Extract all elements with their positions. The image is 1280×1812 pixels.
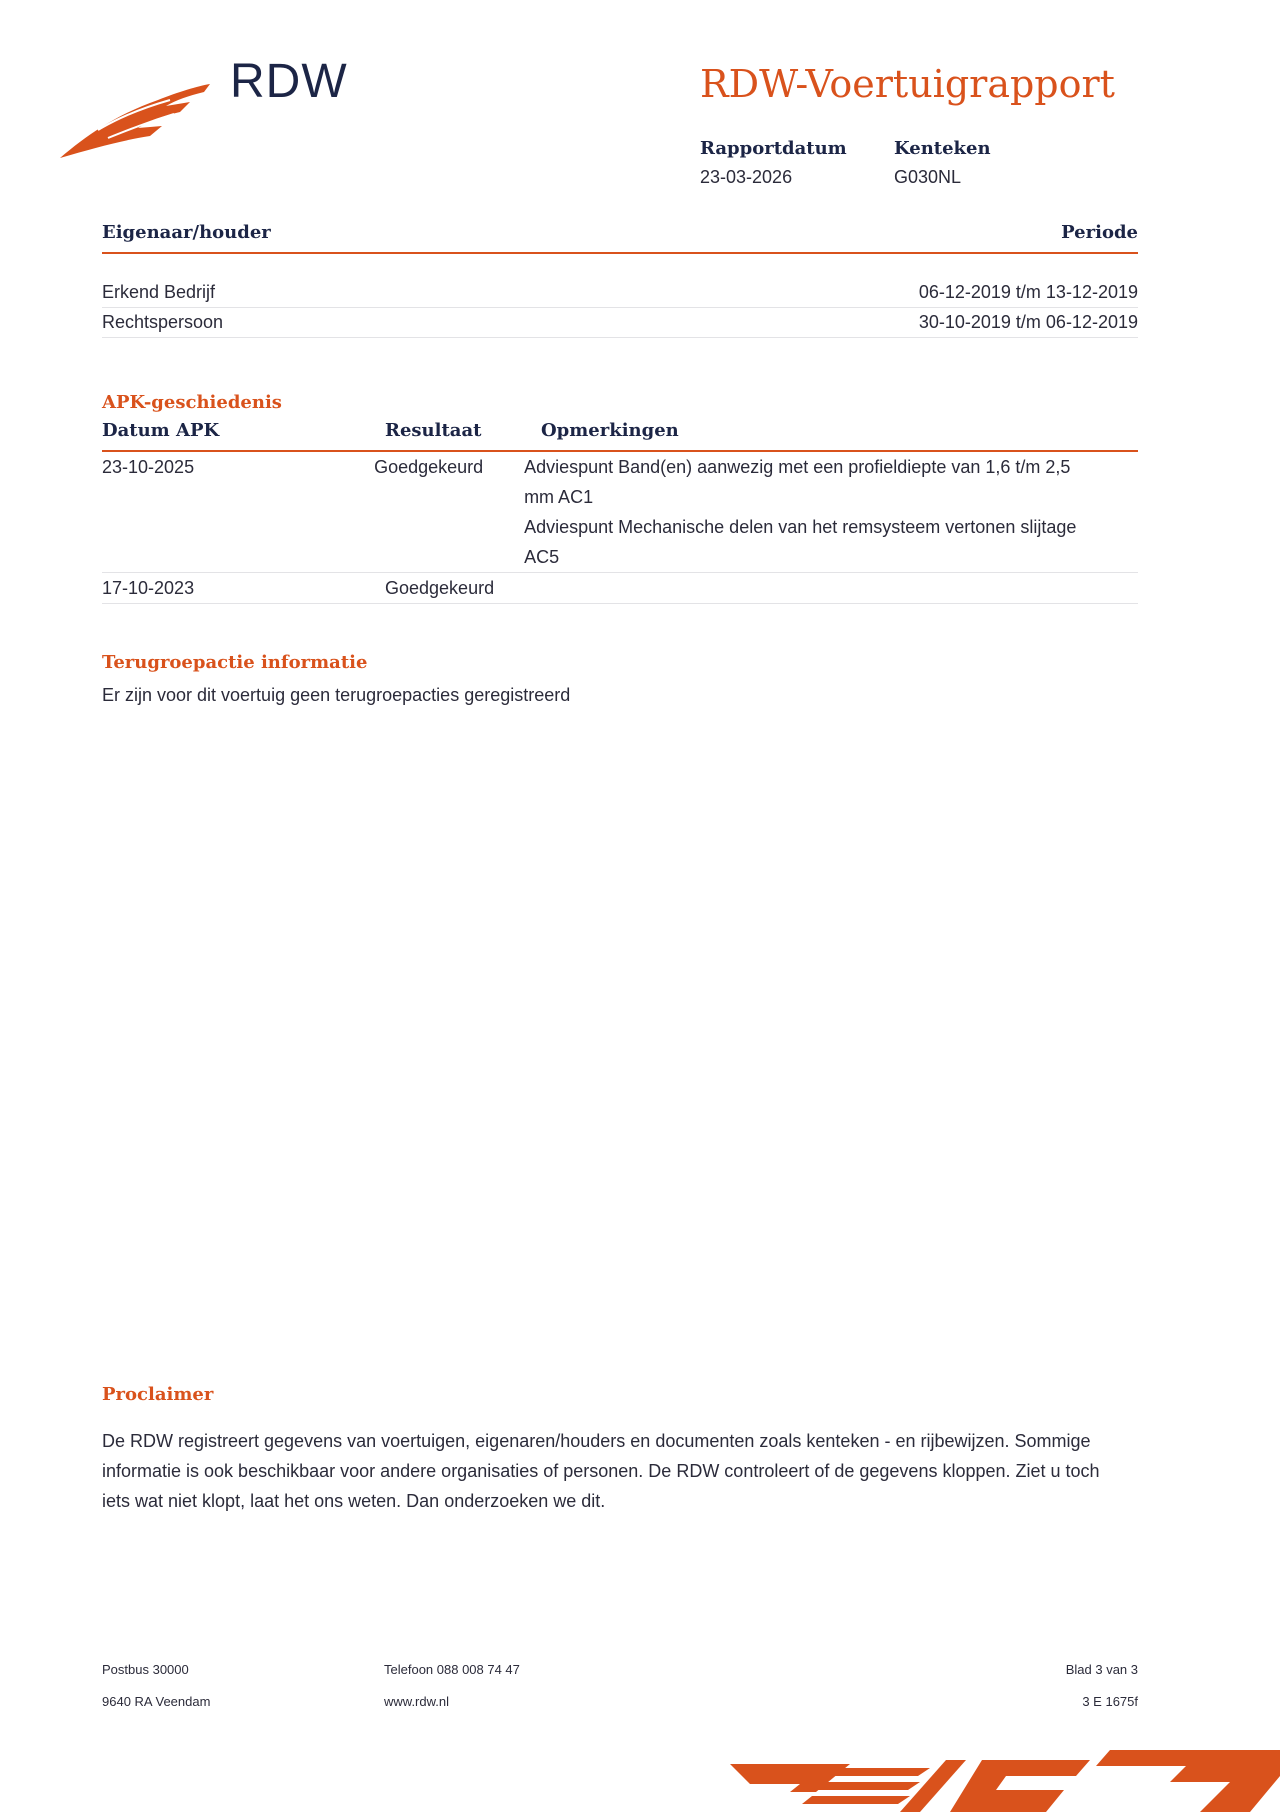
apk-section-title: APK-geschiedenis [102,392,282,413]
owner-period: 06-12-2019 t/m 13-12-2019 [918,282,1138,302]
apk-remark: Adviespunt Mechanische delen van het remsysteem vertonen slijtage AC5 [524,517,1077,567]
apk-remarks-header: Opmerkingen [541,420,679,441]
owner-history-table [102,222,1138,338]
plate-label: Kenteken [894,138,991,159]
proclaimer-section [102,1384,1102,1516]
table-row [102,573,1138,604]
footer-postbus: Postbus 30000 [102,1662,189,1677]
footer-stripes-icon [730,1746,1280,1812]
owner-type: Erkend Bedrijf [102,282,216,302]
plate-value: G030NL [894,167,962,187]
table-row [102,452,1138,573]
table-row [102,278,1138,308]
owner-column-header: Eigenaar/houder [102,222,271,243]
proclaimer-title: Proclaimer [102,1384,214,1405]
report-date-value: 23-03-2026 [700,167,793,187]
footer-code: 3 E 1675f [1082,1694,1138,1709]
apk-table-header [102,420,1138,452]
report-title: RDW-Voertuigrapport [700,62,1115,106]
footer-page-number: Blad 3 van 3 [1065,1662,1138,1677]
apk-result: Goedgekeurd [385,578,495,598]
proclaimer-text: De RDW registreert gegevens van voertuigen, eigenaren/houders en documenten zoals kenteken - en rijbewijzen. Sommige informatie is ook beschikbaar voor andere organisaties of personen. De RDW controleert of de gegevens kloppen. Ziet u toch iets wat niet klopt, laat het ons weten. Dan onderzoeken we dit. [102,1431,1100,1511]
period-column-header: Periode [1061,222,1138,243]
apk-remark: Adviespunt Band(en) aanwezig met een profieldiepte van 1,6 t/m 2,5 mm AC1 [524,457,1071,507]
owner-table-header [102,222,1138,254]
apk-result-header: Resultaat [385,420,482,441]
logo-text: RDW [230,55,348,108]
apk-date: 17-10-2023 [102,578,195,598]
recall-section [102,652,1138,710]
apk-result: Goedgekeurd [374,457,484,477]
apk-date-header: Datum APK [102,420,220,441]
owner-period: 30-10-2019 t/m 06-12-2019 [918,312,1138,332]
recall-text: Er zijn voor dit voertuig geen terugroepacties geregistreerd [102,685,571,705]
apk-history-table [102,392,1138,604]
footer-phone: Telefoon 088 008 74 47 [384,1662,520,1677]
report-date-label: Rapportdatum [700,138,847,159]
apk-date: 23-10-2025 [102,457,195,477]
recall-section-title: Terugroepactie informatie [102,652,368,673]
apk-remark [541,573,1138,603]
table-row [102,308,1138,338]
footer-website[interactable]: www.rdw.nl [384,1694,450,1709]
footer-city: 9640 RA Veendam [102,1694,211,1709]
owner-type: Rechtspersoon [102,312,224,332]
